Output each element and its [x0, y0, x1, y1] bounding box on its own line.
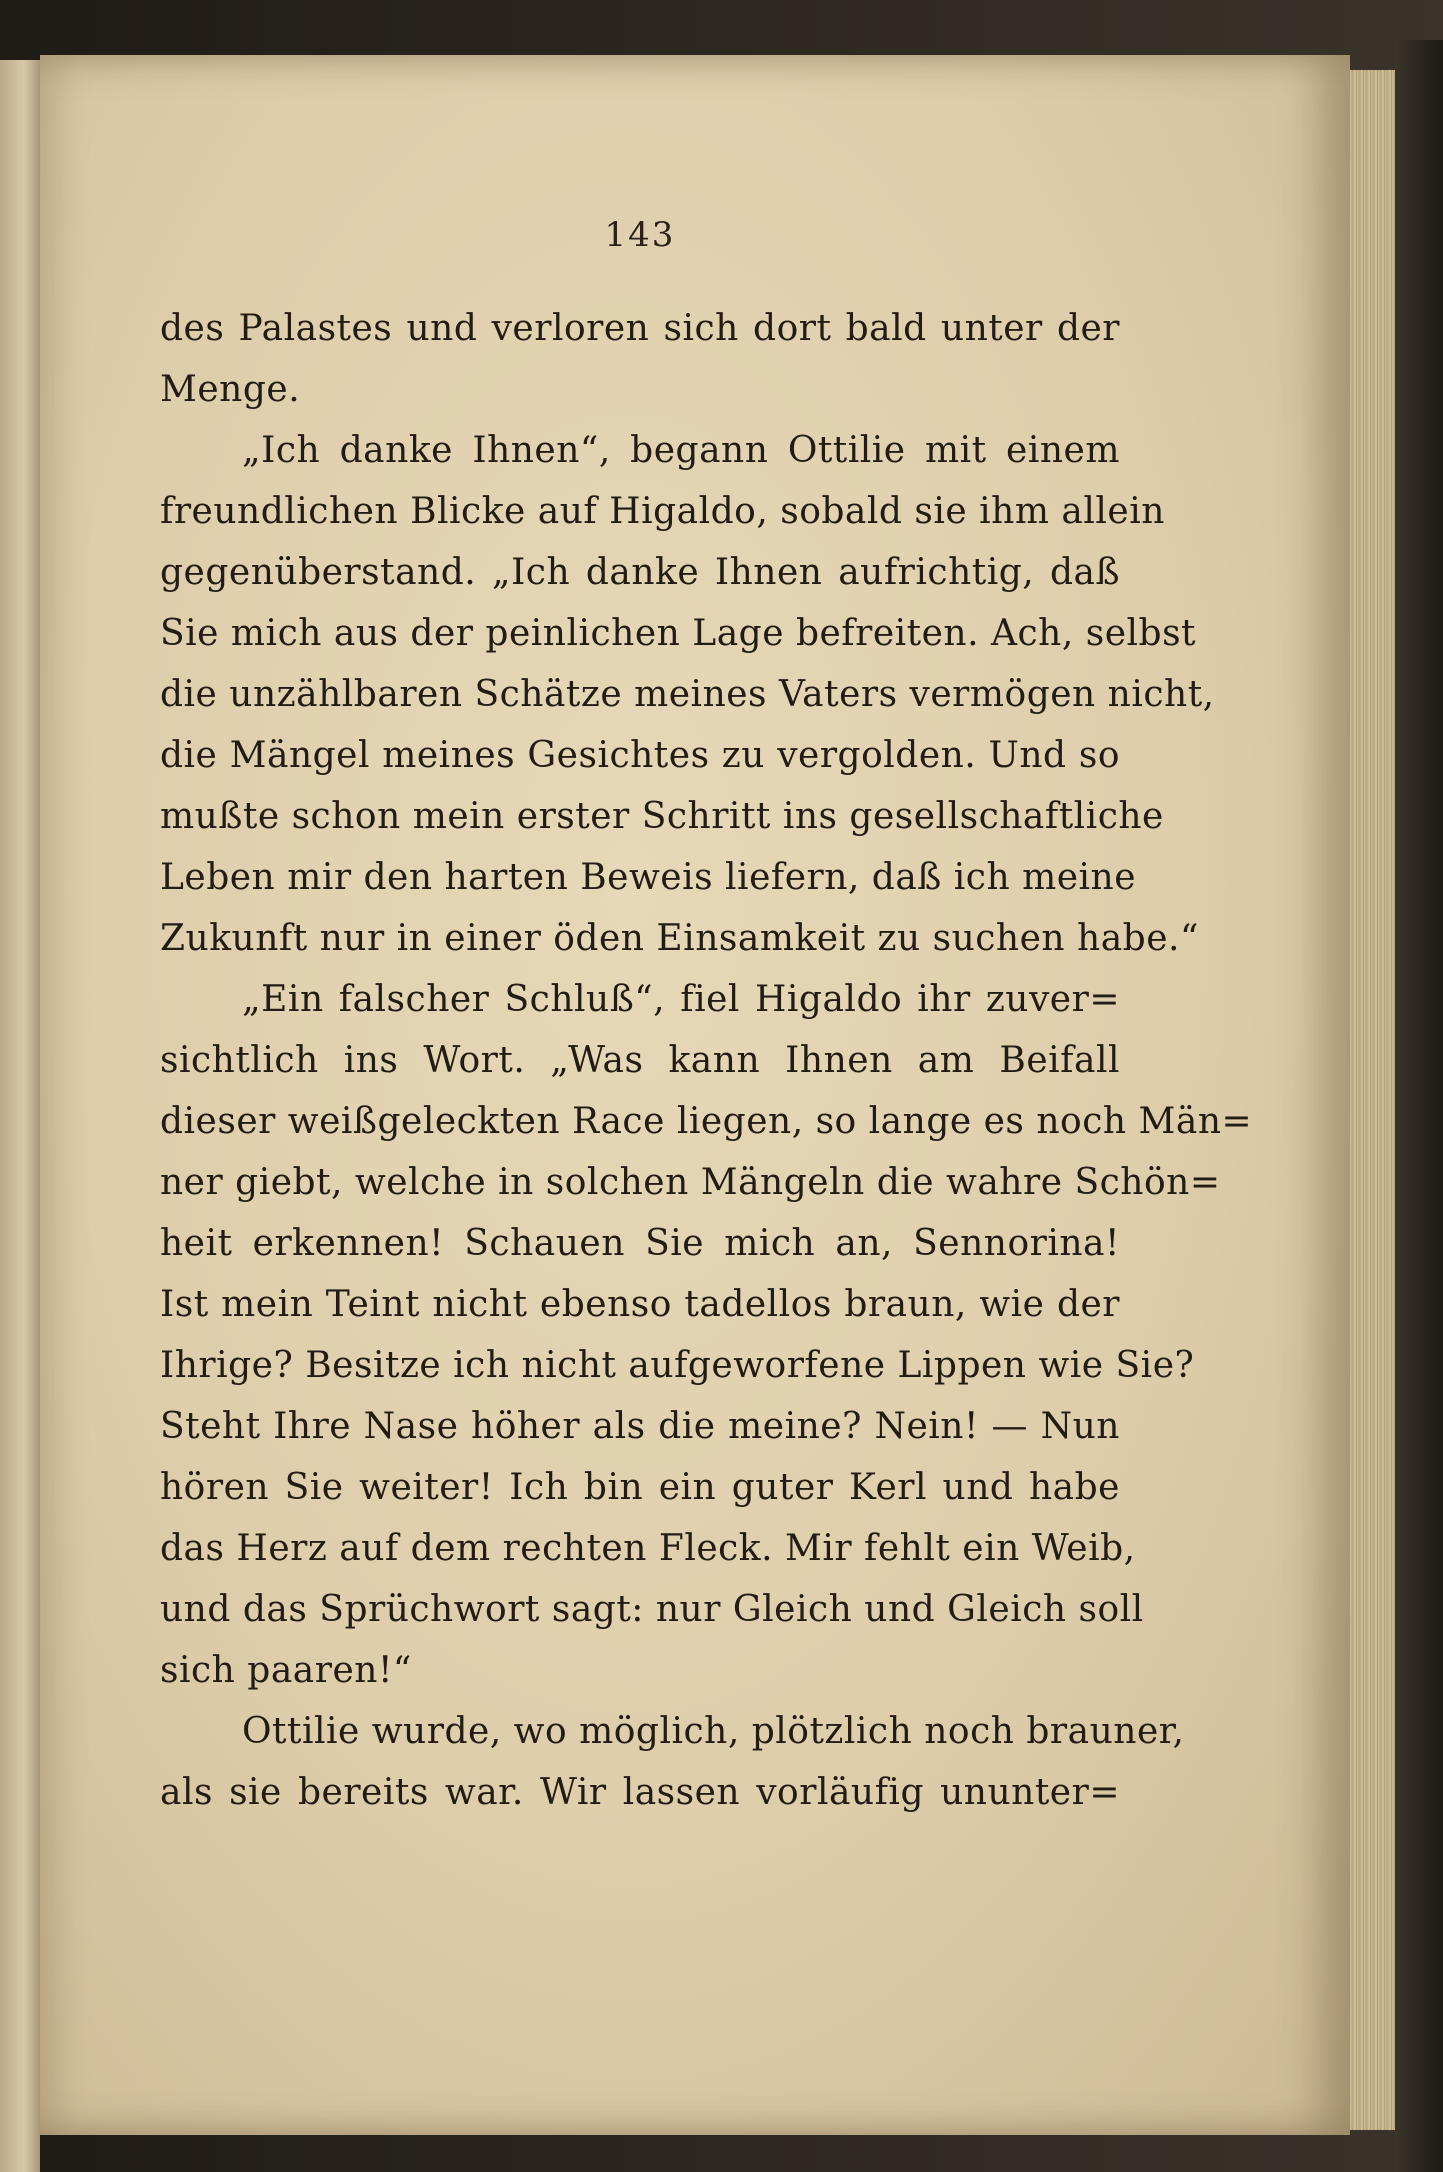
text-line: hören Sie weiter! Ich bin ein guter Kerl und habe	[160, 1467, 1120, 1508]
text-line: Ottilie wurde, wo möglich, plötzlich noch brauner,	[242, 1711, 1185, 1752]
text-line: sich paaren!“	[160, 1650, 412, 1691]
text-line: die unzählbaren Schätze meines Vaters vermögen nicht,	[160, 674, 1215, 715]
text-line: die Mängel meines Gesichtes zu vergolden. Und so	[160, 735, 1120, 776]
text-line: Steht Ihre Nase höher als die meine? Nein! — Nun	[160, 1406, 1120, 1447]
page-number: 143	[604, 215, 676, 255]
text-line: das Herz auf dem rechten Fleck. Mir fehlt ein Weib,	[160, 1528, 1136, 1569]
book-cover-edge	[1395, 40, 1443, 2172]
text-line: sichtlich ins Wort. „Was kann Ihnen am Beifall	[160, 1040, 1120, 1081]
text-line: Ist mein Teint nicht ebenso tadellos braun, wie der	[160, 1284, 1120, 1325]
text-line: dieser weißgeleckten Race liegen, so lange es noch Män=	[160, 1101, 1253, 1142]
body-text	[160, 298, 1253, 1823]
text-line: gegenüberstand. „Ich danke Ihnen aufrichtig, daß	[160, 552, 1120, 593]
page-stack-edges	[1350, 70, 1395, 2130]
text-line: Sie mich aus der peinlichen Lage befreiten. Ach, selbst	[160, 613, 1197, 654]
text-line: Zukunft nur in einer öden Einsamkeit zu suchen habe.“	[160, 918, 1199, 959]
text-line: „Ich danke Ihnen“, begann Ottilie mit einem	[242, 430, 1120, 471]
text-line: als sie bereits war. Wir lassen vorläufig ununter=	[160, 1772, 1120, 1813]
text-line: heit erkennen! Schauen Sie mich an, Sennorina!	[160, 1223, 1120, 1264]
text-line: freundlichen Blicke auf Higaldo, sobald sie ihm allein	[160, 491, 1165, 532]
text-line: Ihrige? Besitze ich nicht aufgeworfene Lippen wie Sie?	[160, 1345, 1195, 1386]
text-line: und das Sprüchwort sagt: nur Gleich und Gleich soll	[160, 1589, 1144, 1630]
text-line: des Palastes und verloren sich dort bald unter der	[160, 308, 1120, 349]
text-line: ner giebt, welche in solchen Mängeln die wahre Schön=	[160, 1162, 1221, 1203]
text-line: „Ein falscher Schluß“, fiel Higaldo ihr zuver=	[242, 979, 1120, 1020]
text-line: Menge.	[160, 369, 301, 410]
text-line: Leben mir den harten Beweis liefern, daß ich meine	[160, 857, 1137, 898]
facing-page-edge	[0, 60, 40, 2172]
text-line: mußte schon mein erster Schritt ins gesellschaftliche	[160, 796, 1164, 837]
